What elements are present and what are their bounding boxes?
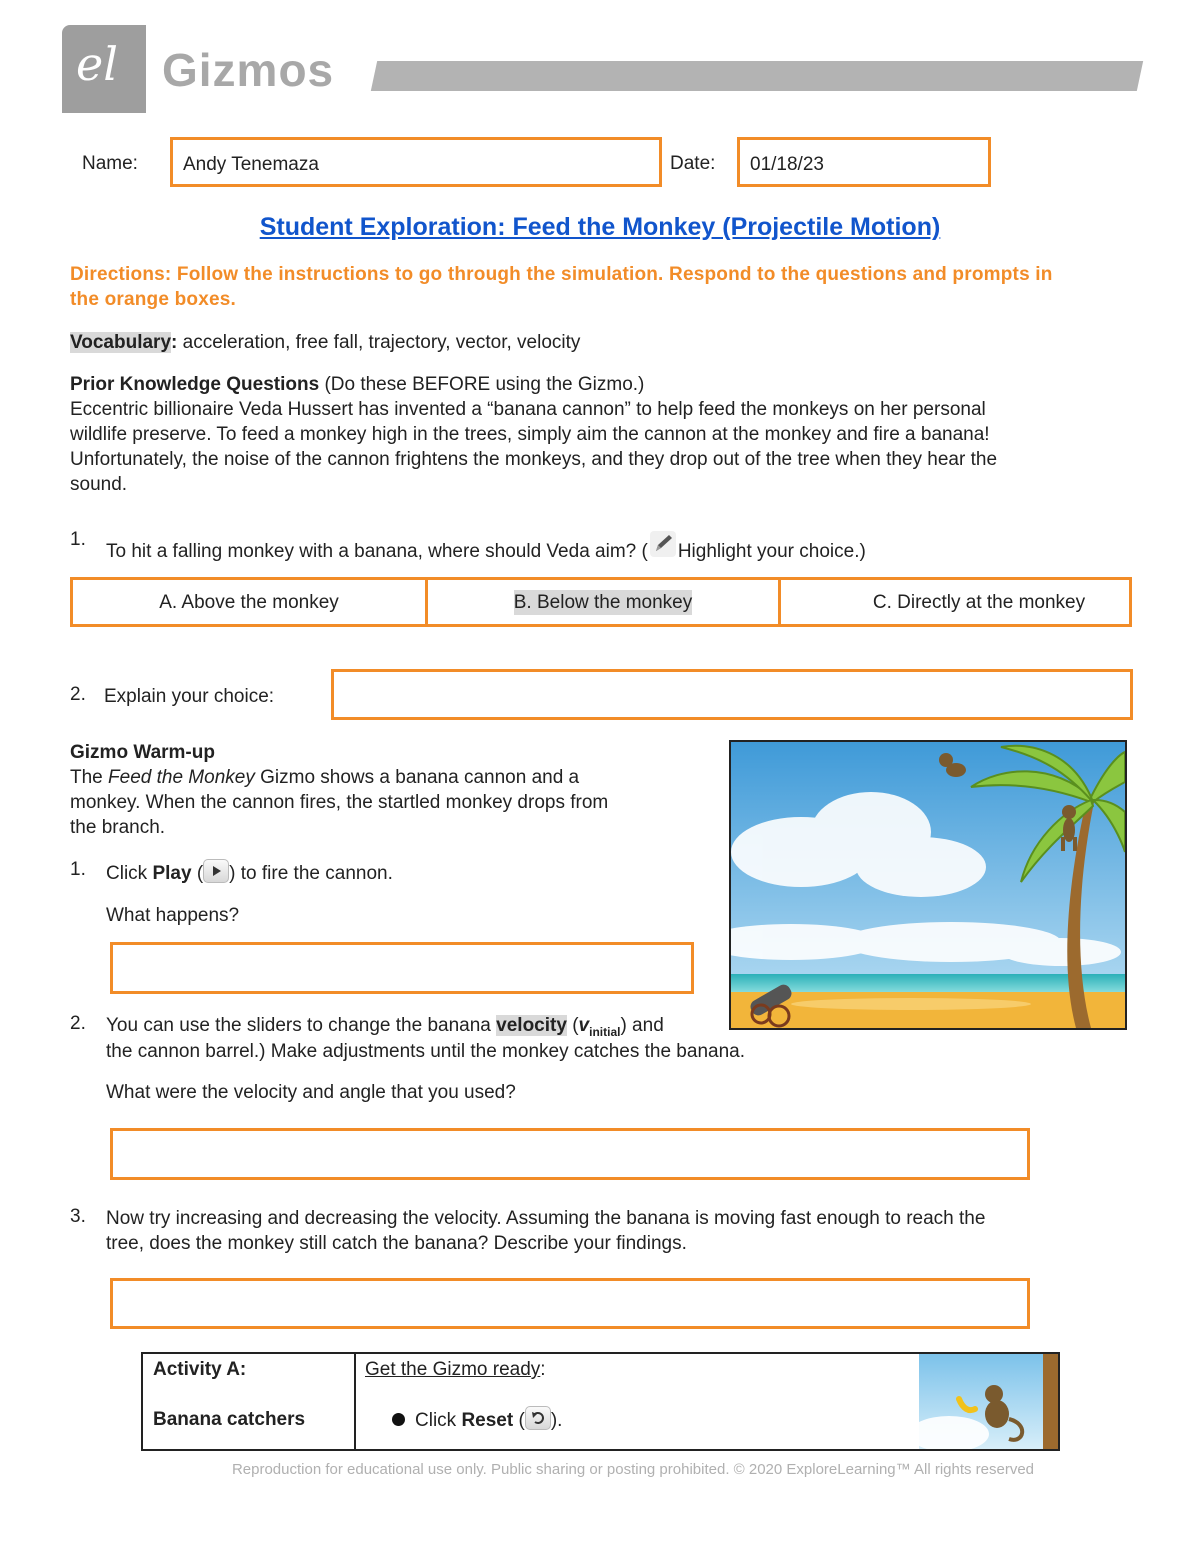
reset-post: ).	[550, 1410, 563, 1431]
what-happens-field[interactable]	[110, 942, 694, 994]
monkey-banana-image	[919, 1354, 1058, 1449]
bullet-icon	[392, 1413, 405, 1426]
prior-line-4: sound.	[70, 474, 128, 495]
activity-instructions-cell	[356, 1354, 916, 1449]
vocabulary-colon: :	[171, 332, 178, 353]
warmup-q3-number: 3.	[70, 1206, 86, 1227]
warmup-intro-pre: The	[70, 767, 109, 788]
explorelearning-logo	[62, 25, 146, 113]
gizmo-ready-colon: :	[540, 1359, 546, 1380]
prior-q2-text: Explain your choice:	[104, 686, 275, 707]
prior-knowledge	[70, 372, 1140, 497]
name-field[interactable]	[170, 137, 662, 187]
name-label: Name:	[82, 153, 138, 174]
prior-heading: Prior Knowledge Questions	[70, 374, 320, 395]
warmup-q2-prompt: What were the velocity and angle that you used?	[106, 1082, 516, 1103]
warmup-q3-line-2: tree, does the monkey still catch the banana? Describe your findings.	[106, 1233, 687, 1254]
prior-q2-number: 2.	[70, 684, 86, 705]
prior-q1-text-before: To hit a falling monkey with a banana, where should Veda aim? (	[106, 541, 648, 562]
prior-q1-number: 1.	[70, 529, 86, 550]
gizmo-screenshot	[729, 740, 1127, 1030]
warmup-q2-pre: You can use the sliders to change the banana	[106, 1015, 497, 1036]
page-title	[0, 213, 1200, 242]
warmup-q2-line2: the cannon barrel.) Make adjustments until the monkey catches the banana.	[106, 1041, 745, 1062]
velocity-angle-field[interactable]	[110, 1128, 1030, 1180]
date-field[interactable]	[737, 137, 991, 187]
pencil-icon	[648, 529, 678, 559]
prior-heading-line	[70, 372, 1140, 397]
warmup-q1-bold: Play	[152, 863, 192, 884]
choice-a-label: A. Above the monkey	[159, 591, 339, 613]
gizmos-header	[62, 25, 1142, 115]
explain-choice-field[interactable]	[331, 669, 1133, 720]
prior-line-3: Unfortunately, the noise of the cannon frightens the monkeys, and they drop out of the tree when they hear the	[70, 449, 998, 470]
name-value: Andy Tenemaza	[183, 154, 319, 175]
warmup-heading: Gizmo Warm-up	[70, 742, 215, 763]
reset-instruction	[392, 1406, 562, 1433]
warmup-q2-bold: velocity	[496, 1015, 567, 1036]
activity-label-cell	[143, 1354, 356, 1449]
choice-b-label: B. Below the monkey	[513, 591, 693, 613]
vocabulary	[70, 330, 580, 355]
warmup-q2-post: ) and	[620, 1015, 664, 1036]
gizmo-ready-label: Get the Gizmo ready	[365, 1359, 541, 1380]
choices-table	[70, 577, 1132, 627]
choice-b[interactable]	[428, 580, 781, 624]
warmup-intro-italic: Feed the Monkey	[108, 767, 255, 788]
warmup-q1-post: ) to fire the cannon.	[229, 863, 393, 884]
date-value: 01/18/23	[750, 154, 824, 175]
activity-name: Banana catchers	[153, 1409, 306, 1430]
warmup-q2-var: v	[578, 1015, 590, 1036]
beach-scene-image	[731, 742, 1125, 1028]
reset-pre: Click	[415, 1410, 462, 1431]
warmup-q1-text	[106, 859, 393, 886]
page-title-text: Student Exploration: Feed the Monkey (Projectile Motion)	[259, 213, 941, 241]
choice-c-label: C. Directly at the monkey	[872, 591, 1086, 613]
play-icon	[203, 859, 229, 883]
reset-icon	[525, 1406, 551, 1430]
warmup-q1-prompt: What happens?	[106, 905, 240, 926]
warmup-q1-number: 1.	[70, 859, 86, 880]
choice-a[interactable]	[73, 580, 428, 624]
activity-label: Activity A:	[153, 1359, 247, 1380]
gizmos-brand: Gizmos	[162, 44, 335, 96]
prior-q1-text	[106, 529, 866, 564]
warmup-q2-paren: (	[566, 1015, 579, 1036]
header-bar	[371, 61, 1143, 91]
prior-q1-text-after: Highlight your choice.)	[677, 541, 866, 562]
vocabulary-terms: acceleration, free fall, trajectory, vector, velocity	[182, 332, 581, 353]
directions: Directions: Follow the instructions to go through the simulation. Respond to the questions and prompts in the orange boxes.	[70, 264, 1053, 310]
reset-bold: Reset	[461, 1410, 514, 1431]
footer-text: Reproduction for educational use only. Public sharing or posting prohibited. © 2020 ExploreLearning™ All rights reserved	[231, 1461, 1035, 1478]
warmup-q3-text	[106, 1206, 1136, 1256]
findings-field[interactable]	[110, 1278, 1030, 1329]
choice-c[interactable]	[781, 580, 1129, 624]
footer	[0, 1461, 1200, 1479]
prior-line-2: wildlife preserve. To feed a monkey high in the trees, simply aim the cannon at the monkey and fire a banana!	[70, 424, 990, 445]
prior-note: (Do these BEFORE using the Gizmo.)	[324, 374, 645, 395]
activity-table	[141, 1352, 1060, 1451]
warmup-q1-pre: Click	[106, 863, 153, 884]
reset-mid: (	[513, 1410, 525, 1431]
warmup-q2-number: 2.	[70, 1013, 86, 1034]
warmup-q2-sub: initial	[589, 1024, 621, 1039]
gizmo-ready	[365, 1357, 546, 1382]
activity-thumbnail	[919, 1354, 1058, 1449]
logo-text: el	[76, 37, 118, 91]
warmup-intro-post: Gizmo shows a banana cannon and a	[254, 767, 580, 788]
warmup-intro-line-2: monkey. When the cannon fires, the startled monkey drops from	[70, 792, 609, 813]
prior-line-1: Eccentric billionaire Veda Hussert has invented a “banana cannon” to help feed the monkeys on her personal	[70, 399, 986, 420]
date-label: Date:	[670, 153, 716, 174]
vocabulary-label: Vocabulary	[70, 332, 172, 353]
warmup-intro	[70, 740, 710, 840]
warmup-q1-mid: (	[191, 863, 204, 884]
warmup-intro-line-1	[70, 765, 710, 790]
warmup-intro-line-3: the branch.	[70, 817, 166, 838]
warmup-q3-line-1: Now try increasing and decreasing the velocity. Assuming the banana is moving fast enough to reach the	[106, 1208, 986, 1229]
